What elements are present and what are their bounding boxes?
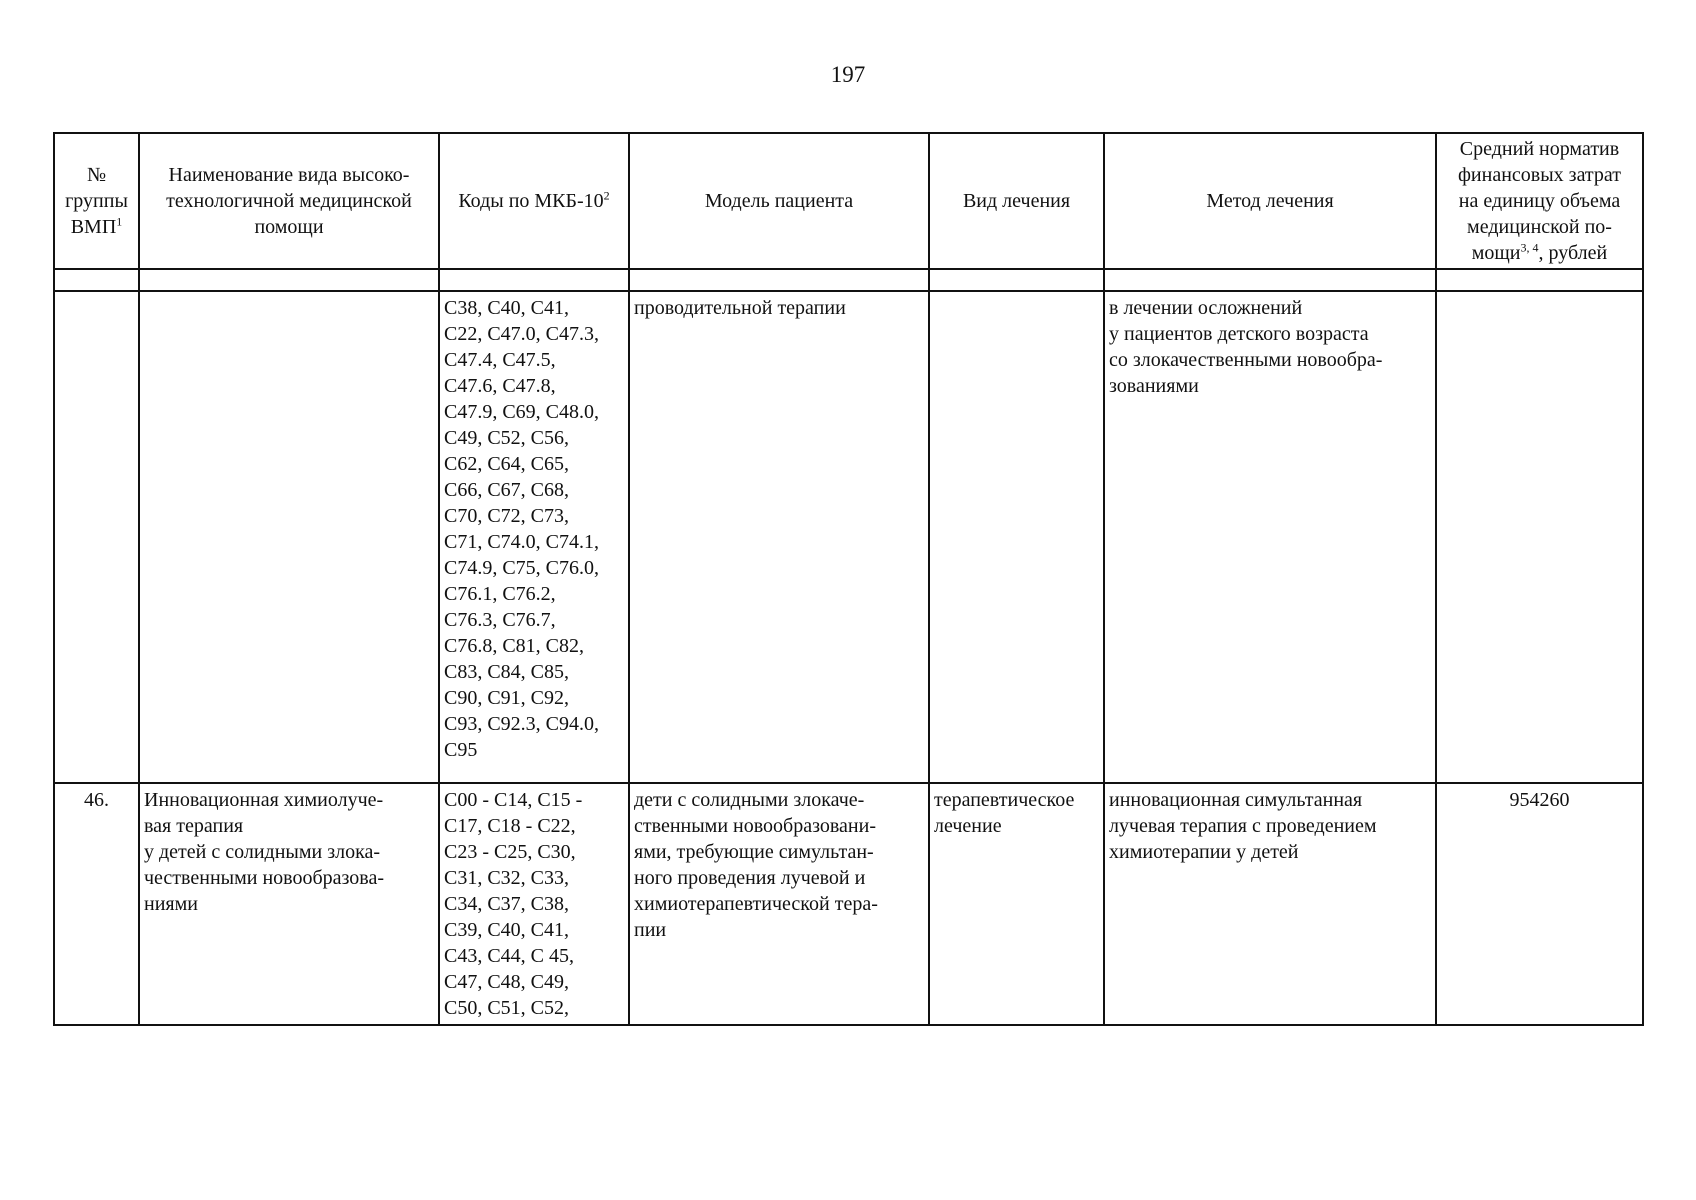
numbering-cell [54, 269, 139, 291]
name-text: Инновационная химиолуче- вая терапия у детей с солидными злока- чественными новообразова- ниями [144, 789, 385, 915]
cell-treatment-type [929, 783, 1104, 1025]
page-number: 197 [830, 62, 866, 87]
cell-patient-model: проводительной терапии [629, 291, 929, 783]
cell-name [139, 291, 439, 783]
treatment-type-text: терапевтическое лечение [934, 789, 1075, 837]
numbering-cell [1104, 269, 1436, 291]
cell-codes [439, 783, 629, 1025]
header-row [54, 133, 1643, 269]
cell-cost: 954260 [1436, 783, 1643, 1025]
header-group-no [54, 133, 139, 269]
header-treatment-type: Вид лечения [929, 133, 1104, 269]
method-text: в лечении осложнений у пациентов детского возраста со злокачественными новообра- зованиями [1109, 297, 1383, 397]
header-name [139, 133, 439, 269]
cell-method [1104, 291, 1436, 783]
numbering-cell [929, 269, 1104, 291]
header-cost-text: Средний норматив финансовых затрат на единицу объема медицинской по- мощи$^{3, 4}$, рублей [1457, 138, 1622, 264]
vmp-table [53, 132, 1644, 1026]
cell-cost [1436, 291, 1643, 783]
header-codes: Коды по МКБ-$10^2$ [439, 133, 629, 269]
cell-codes [439, 291, 629, 783]
codes-list: C38, C40, C41, C22, C47.0, C47.3, C47.4, C47.5, C47.6, C47.8, C47.9, C69, C48.0, C49, C52, C56, C62, C64, C65, C66, C67, C68, C70, C72, C73, C71, C74.0, C74.1, C74.9, C75, C76.0, C76.1, C76.2, C76.3, C76.7, C76.8, C81, C82, C83, C84, C85, C90, C91, C92, C93, C92.3, C94.0, C95 [444, 297, 600, 761]
method-text: инновационная симультанная лучевая терапия с проведением химиотерапии у детей [1109, 789, 1377, 863]
codes-list: C00 - C14, C15 - C17, C18 - C22, C23 - C25, C30, C31, C32, C33, C34, C37, C38, C39, C40, C41, C43, C44, C 45, C47, C48, C49, C50, C51, C52, [444, 789, 583, 1019]
numbering-cell [139, 269, 439, 291]
cell-patient-model [629, 783, 929, 1025]
cell-group-no: 46. [54, 783, 139, 1025]
header-name-text: Наименование вида высоко- технологичной медицинской помощи [166, 164, 412, 238]
patient-model-text: дети с солидными злокаче- ственными новообразовани- ями, требующие симультан- ного проведения лучевой и химиотерапевтической тера- пии [634, 789, 878, 941]
header-method: Метод лечения [1104, 133, 1436, 269]
cell-name [139, 783, 439, 1025]
header-cost [1436, 133, 1643, 269]
table-row [54, 291, 1643, 783]
numbering-cell [439, 269, 629, 291]
numbering-row [54, 269, 1643, 291]
cell-treatment-type [929, 291, 1104, 783]
numbering-cell [1436, 269, 1643, 291]
cell-group-no [54, 291, 139, 783]
header-group-no-text: № группы ВМП$^1$ [65, 164, 128, 238]
numbering-cell [629, 269, 929, 291]
header-patient-model: Модель пациента [629, 133, 929, 269]
table-row [54, 783, 1643, 1025]
cell-method [1104, 783, 1436, 1025]
